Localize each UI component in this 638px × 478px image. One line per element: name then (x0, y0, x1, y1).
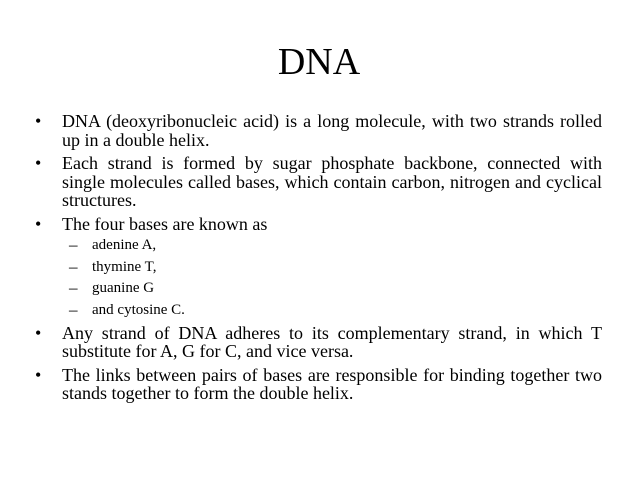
sub-bullet-item (62, 258, 602, 276)
dash-marker: – (69, 278, 78, 297)
bullet-marker: • (35, 322, 42, 343)
sub-bullet-text: thymine T, (92, 258, 157, 275)
dash-marker: – (69, 299, 78, 319)
dash-marker: – (69, 256, 78, 276)
sub-bullet-text: and cytosine C. (92, 301, 185, 318)
bullet-item (30, 324, 602, 361)
bullet-list (30, 112, 602, 408)
bullet-item (30, 366, 602, 403)
sub-bullet-text: guanine G (92, 280, 155, 296)
bullet-item (30, 215, 602, 319)
bullet-text: The four bases are known as (62, 213, 268, 234)
sub-bullet-text: adenine A, (92, 237, 157, 253)
dash-marker: – (69, 235, 78, 254)
sub-bullet-list (62, 236, 602, 319)
bullet-text: Each strand is formed by sugar phosphate backbone, connected with single molecules called bases, which contain carbon, nitrogen and cyclical structures. (62, 153, 602, 210)
bullet-marker: • (35, 111, 42, 131)
bullet-text: Any strand of DNA adheres to its complementary strand, in which T substitute for A, G for C, and vice versa. (62, 322, 602, 361)
sub-bullet-item (62, 301, 602, 319)
bullet-item (30, 112, 602, 149)
bullet-marker: • (35, 213, 42, 234)
bullet-marker: • (35, 364, 42, 385)
slide-title: DNA (277, 41, 361, 83)
sub-bullet-item (62, 236, 602, 254)
bullet-text: DNA (deoxyribonucleic acid) is a long molecule, with two strands rolled up in a double helix. (62, 111, 602, 150)
bullet-text: The links between pairs of bases are responsible for binding together two stands together to form the double helix. (62, 364, 602, 403)
bullet-item (30, 154, 602, 210)
sub-bullet-item (62, 279, 602, 297)
bullet-marker: • (35, 153, 42, 173)
